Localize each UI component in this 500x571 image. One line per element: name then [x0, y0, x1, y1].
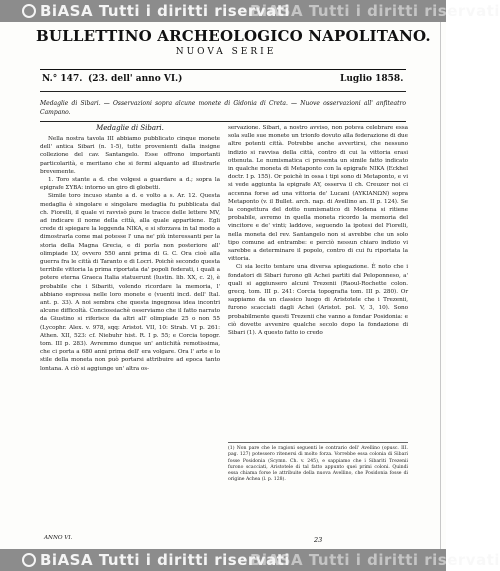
- footnote: (1) Non pare che le ragioni seguenti le contrario dell' Avellino (opusc. III. pag. 127) potessero ritenersi di molto forza. Vorrebbe essa colonia di Sibari fosse Posidonia (Scymn. Ch. v. 245), e sappiamo che i Sibariti Trezenii furono scacciati, Aristotele di tal fatto appunto quei primi coloni. Quindi essa chiama forse le attribuite della nuova Avellino, che Posidonia fosse di origine Achea (l. p. 128).: [228, 442, 408, 484]
- paragraph: 1. Toro stante a d. che volgesi a guardare a d.; sopra la epigrafe ΣYBA: intorno un giro di globetti.: [40, 177, 220, 192]
- watermark-banner-bottom: [0, 549, 500, 571]
- watermark-text-repeat: BiASA Tutti i diritti riservati: [250, 2, 500, 20]
- page-number: 23: [314, 536, 323, 544]
- watermark-text: BiASA Tutti i diritti riservati: [40, 551, 291, 569]
- table-of-contents: Medaglie di Sibari. — Osservazioni sopra alcune monete di Gidonia di Creta. — Nuove osservazioni all' anfiteatro Campano.: [40, 100, 406, 116]
- left-column: [40, 135, 220, 539]
- right-column: [228, 124, 408, 440]
- contents-rule: [40, 121, 406, 122]
- header-rule-mid: [40, 91, 406, 92]
- copyright-icon: [22, 553, 36, 567]
- paragraph: Ci sia lecito tentare una diversa spiegazione. È noto che i fondatori di Sibari furono gli Achei partiti dal Peloponneso, a' quali si aggiunsero alcuni Trezenii (Raoul-Rochette colon. grecq. tom. III p. 241: Corcia topografia tom. III p. 280). Or sappiamo da un classico luogo di Aristotele che i Trezenii, furono scacciati dagli Achei (Aristot. pol. V, 3, 10). Sono probabilmente questi Trezenii che vanno a fondar Posidonia: e ciò dovette avvenire qualche secolo dopo la fondazione di Sibari (1). A questo fatto io credo: [228, 264, 408, 337]
- journal-subtitle: NUOVA SERIE: [175, 47, 277, 57]
- page-edge: [440, 22, 441, 549]
- signature-mark: ANNO VI.: [44, 535, 73, 541]
- watermark-banner-top: [0, 0, 500, 22]
- issue-number: N.° 147.: [42, 74, 83, 84]
- paragraph: Nella nostra tavola III abbiamo pubblicato cinque monete dell' antica Sibari (n. 1-5), tutte provenienti dalla insigne collezione del cav. Santangelo. Esse offrono importanti particolarità, e meritano che si fermi alquanto ad illustrarle brevemente.: [40, 136, 220, 175]
- paragraph: servazione. Sibari, a nostro avviso, non poteva celebrare essa sola sulle sue monete un trionfo dovuto alla federazione di due altre potenti città. Potrebbe anche avvertirsi, che nessuno indizio si ravvisa della città, contro di cui la vittoria erasi ottenuta. Le numismatica ci presenta un simile fatto indicato in qualche moneta di Metaponto con la epigrafe NIKA (Eckhel doctr. I p. 155). Or poichè in ossa i tipi sono di Metaponto, e vi si vede aggiunta la epigrafe AY, osserva il ch. Creuzer noi ci accenna forse ad una vittoria de' Lucani (AYKIANΩN) sopra Metaponto (v. il Bullet. arch. nap. di Avellino an. II p. 124). Se la congettura del dotto numismatico di Modena si ritiene probabile, avremo in quella moneta ricordo la memoria del vincitore e de' vinti; laddove, seguendo la ipotesi del Fiorelli, nella moneta del rev. Santangelo non si avrebbe che un solo tipo comune ad entrambe: e perciò nessun chiaro indizio vi sarebbe a determinare il popolo, contro di cui fu riportata la vittoria.: [228, 125, 408, 263]
- header-rule-top: [40, 69, 406, 70]
- watermark-text-repeat: BiASA Tutti i diritti riservati: [250, 551, 500, 569]
- issue-line: [40, 74, 406, 86]
- watermark-text: BiASA Tutti i diritti riservati: [40, 2, 291, 20]
- issue-volume: (23. dell' anno VI.): [88, 74, 183, 84]
- copyright-icon: [22, 4, 36, 18]
- paragraph: Simile toro incuso stante a d. e volto a s. Ar. 12. Questa medaglia è singolare e singolare medaglia fu pubblicata dal ch. Fiorelli, il quale vi ravvisò pure le tracce delle lettere MV, ad indicare il nome della città, alla quale appartiene. Egli crede di spiegare la leggenda NIKA, e si sforzava in tal modo a dimostrarla come mai potesse l' una ne' più interessanti per la storia della Magna Grecia, e di porla non posteriore all' olimpiade LV, ovvero 550 anni prima di G. C. Ora cioè alla guerra fra le città di Taranto e di Locri. Poichè secondo questa terribile vittoria la prima riportata da' popoli federati, i quali a potere eterna Graeca Italia statuerunt (Iustin. lib. XX, c. 2), è probabile che i Sibariti, volendo ricordare la memoria, l' abbiano espressa nelle loro monete e (vuenti incd. dell' Ital. ant. p. 33). A noi sembra che questa ingegnosa idea incontri alcune difficoltà. Conciossiachè osserviamo che il fatto narrato da Giustino si riferisce da altri all' olimpiade 25 o non 55 (Lycophr. Alex. v. 978, sqq: Aristot. VII, 10: Strab. VI p. 261: Athen. XII, 523: cf. Niebuhr hist. R. I p. 55; e Corcia topogr. tom. III p. 283). Avremmo dunque un' antichità remotissima, che ci porta a 680 anni prima dell' era volgare. Ora l' arte e lo stile della moneta non può portarsi attribuire ad epoca tanto lontana. A ciò si aggiunge un' altra os-: [40, 193, 220, 372]
- journal-title: BULLETTINO ARCHEOLOGICO NAPOLITANO.: [36, 27, 431, 45]
- issue-date: Luglio 1858.: [340, 74, 404, 84]
- article-heading: Medaglie di Sibari.: [96, 124, 164, 132]
